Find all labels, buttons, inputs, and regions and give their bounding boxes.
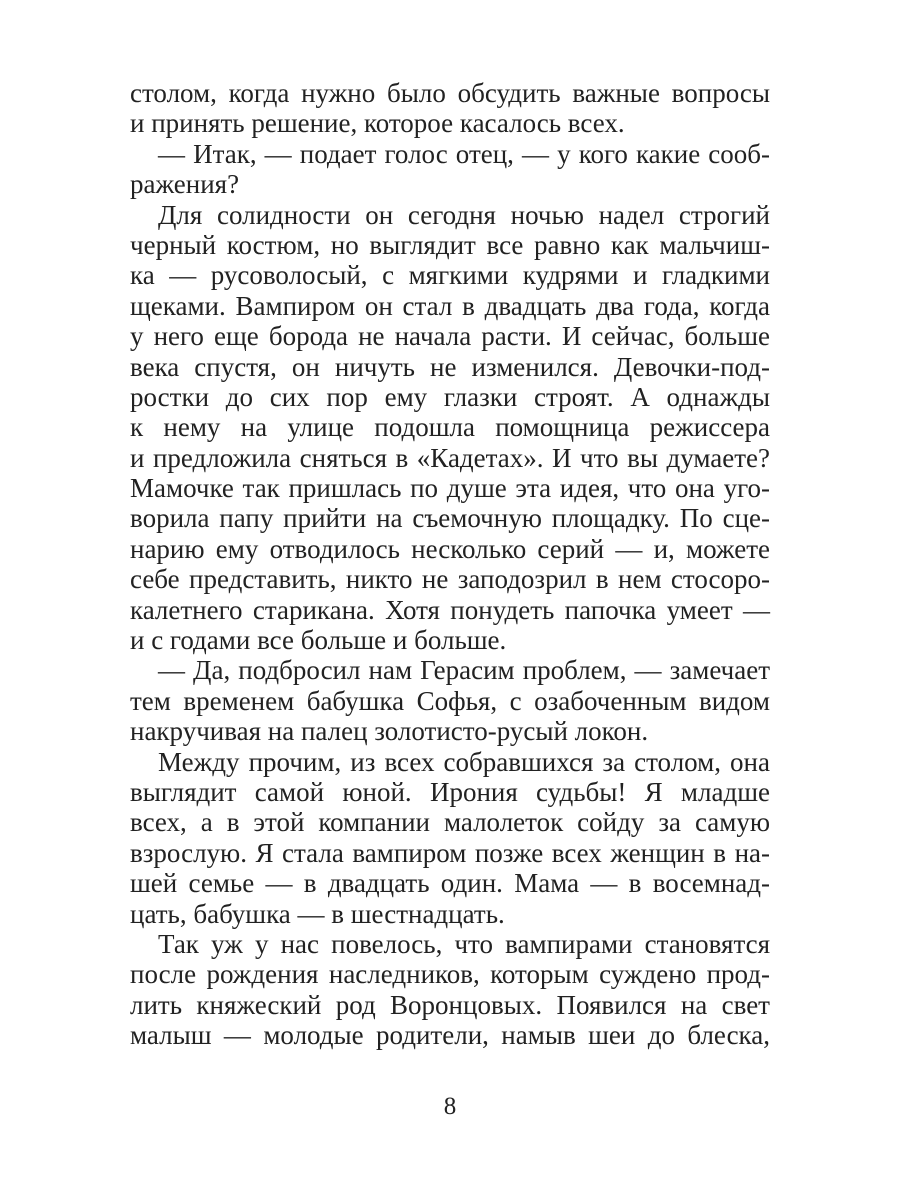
text-line: калетнего старикана. Хотя понудеть папочка умеет — — [130, 594, 770, 625]
text-line: себе представить, никто не заподозрил в нем стосоро- — [130, 564, 770, 595]
text-line: Для солидности он сегодня ночью надел строгий — [158, 199, 770, 230]
text-line: ка — русоволосый, с мягкими кудрями и гладкими — [130, 260, 770, 291]
body-text — [130, 78, 770, 1051]
text-line: — Да, подбросил нам Герасим проблем, — замечает — [158, 655, 770, 686]
text-line: Между прочим, из всех собравшихся за столом, она — [158, 746, 770, 777]
text-line: ростки до сих пор ему глазки строят. А однажды — [130, 381, 770, 412]
text-line: взрослую. Я стала вампиром позже всех женщин в на- — [130, 837, 770, 868]
text-line: к нему на улице подошла помощница режиссера — [130, 412, 770, 443]
text-line: после рождения наследников, которым суждено прод- — [130, 959, 770, 990]
text-line: и предложила сняться в «Кадетах». И что вы думаете? — [130, 442, 770, 473]
text-line: ворила папу прийти на съемочную площадку. По сце- — [130, 503, 770, 534]
page-number: 8 — [443, 1093, 457, 1120]
text-line: черный костюм, но выглядит все равно как мальчиш- — [130, 229, 770, 260]
text-line: выглядит самой юной. Ирония судьбы! Я младше — [130, 776, 770, 807]
text-line: и принять решение, которое касалось всех. — [130, 108, 625, 139]
text-line: ражения? — [130, 169, 240, 200]
text-line: щеками. Вампиром он стал в двадцать два года, когда — [130, 290, 770, 321]
text-line: малыш — молодые родители, намыв шеи до блеска, — [130, 1020, 770, 1051]
text-line: и с годами все больше и больше. — [130, 625, 507, 656]
text-line: цать, бабушка — в шестнадцать. — [130, 898, 505, 929]
text-line: накручивая на палец золотисто-русый локон. — [130, 716, 649, 747]
text-line: — Итак, — подает голос отец, — у кого какие сооб- — [158, 138, 770, 169]
text-line: у него еще борода не начала расти. И сейчас, больше — [130, 321, 770, 352]
text-line: всех, а в этой компании малолеток сойду за самую — [130, 807, 770, 838]
text-line: Так уж у нас повелось, что вампирами становятся — [158, 928, 770, 959]
text-line: лить княжеский род Воронцовых. Появился на свет — [130, 989, 770, 1020]
text-line: тем временем бабушка Софья, с озабоченным видом — [130, 685, 770, 716]
text-line: века спустя, он ничуть не изменился. Девочки-под- — [130, 351, 770, 382]
text-line: Мамочке так пришлась по душе эта идея, что она уго- — [130, 473, 770, 504]
text-line: нарию ему отводилось несколько серий — и, можете — [130, 533, 770, 564]
text-line: шей семье — в двадцать один. Мама — в восемнад- — [130, 868, 770, 899]
text-line: столом, когда нужно было обсудить важные вопросы — [130, 78, 770, 108]
